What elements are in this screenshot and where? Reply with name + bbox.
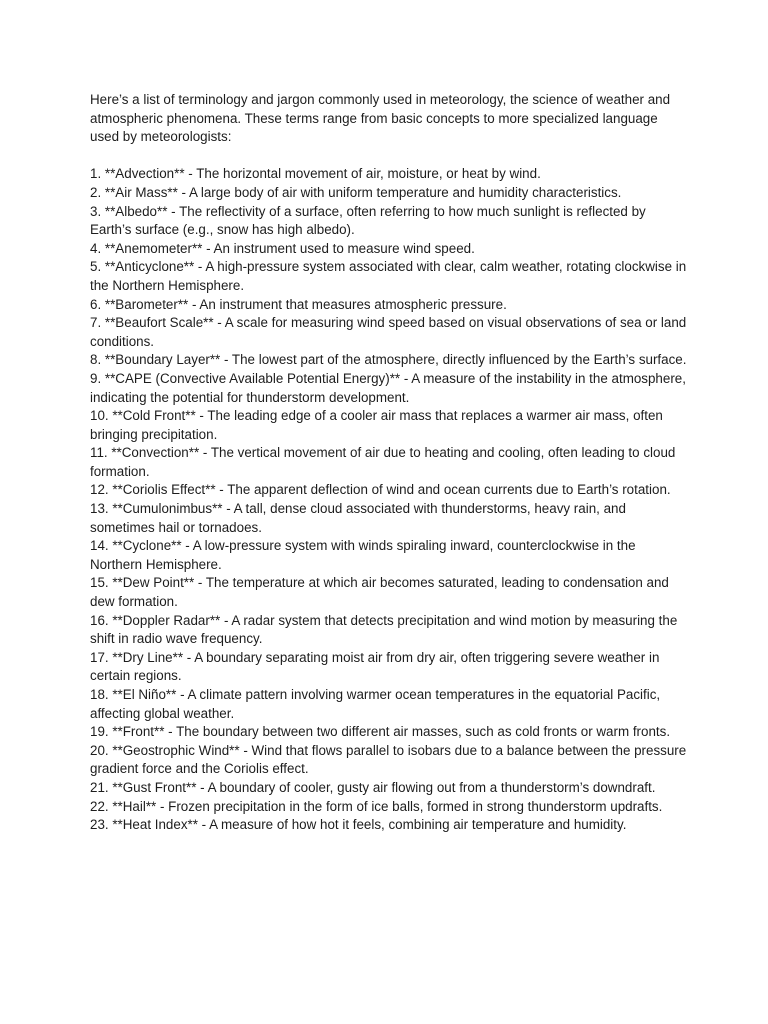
list-item: 8. **Boundary Layer** - The lowest part of the atmosphere, directly influenced by the Earth’s surface. <box>90 352 687 368</box>
list-item: 23. **Heat Index** - A measure of how hot it feels, combining air temperature and humidity. <box>90 817 627 833</box>
terminology-list <box>90 165 690 834</box>
list-item: 5. **Anticyclone** - A high-pressure system associated with clear, calm weather, rotating clockwise in the Northern Hemisphere. <box>90 259 687 293</box>
list-item: 4. **Anemometer** - An instrument used to measure wind speed. <box>90 240 475 256</box>
list-item: 19. **Front** - The boundary between two different air masses, such as cold fronts or warm fronts. <box>90 724 671 740</box>
intro-paragraph: Here’s a list of terminology and jargon commonly used in meteorology, the science of weather and atmospheric phenomena. These terms range from basic concepts to more specialized language used by meteorologists: <box>90 92 671 145</box>
list-item: 3. **Albedo** - The reflectivity of a surface, often referring to how much sunlight is reflected by Earth’s surface (e.g., snow has high albedo). <box>90 203 646 238</box>
document-page <box>90 91 690 835</box>
list-item: 14. **Cyclone** - A low-pressure system with winds spiraling inward, counterclockwise in the Northern Hemisphere. <box>90 538 636 572</box>
list-item: 11. **Convection** - The vertical movement of air due to heating and cooling, often leading to cloud formation. <box>90 445 676 479</box>
list-item: 9. **CAPE (Convective Available Potential Energy)** - A measure of the instability in the atmosphere, indicating the potential for thunderstorm development. <box>90 370 686 405</box>
list-item: 20. **Geostrophic Wind** - Wind that flows parallel to isobars due to a balance between the pressure gradient force and the Coriolis effect. <box>90 742 687 777</box>
list-item: 17. **Dry Line** - A boundary separating moist air from dry air, often triggering severe weather in certain regions. <box>90 649 660 684</box>
list-item: 10. **Cold Front** - The leading edge of a cooler air mass that replaces a warmer air mass, often bringing precipitation. <box>90 408 663 442</box>
list-item: 13. **Cumulonimbus** - A tall, dense cloud associated with thunderstorms, heavy rain, and sometimes hail or tornadoes. <box>90 501 626 535</box>
list-item: 15. **Dew Point** - The temperature at which air becomes saturated, leading to condensation and dew formation. <box>90 575 669 610</box>
list-item: 18. **El Niño** - A climate pattern involving warmer ocean temperatures in the equatorial Pacific, affecting global weather. <box>90 687 661 721</box>
list-item: 22. **Hail** - Frozen precipitation in the form of ice balls, formed in strong thunderstorm updrafts. <box>90 798 663 814</box>
list-item: 21. **Gust Front** - A boundary of cooler, gusty air flowing out from a thunderstorm’s downdraft. <box>90 779 656 795</box>
list-item: 7. **Beaufort Scale** - A scale for measuring wind speed based on visual observations of sea or land conditions. <box>90 315 687 349</box>
list-item: 2. **Air Mass** - A large body of air with uniform temperature and humidity characteristics. <box>90 184 622 200</box>
list-item: 12. **Coriolis Effect** - The apparent deflection of wind and ocean currents due to Earth’s rotation. <box>90 482 671 498</box>
list-item: 1. **Advection** - The horizontal movement of air, moisture, or heat by wind. <box>90 166 541 182</box>
list-item: 6. **Barometer** - An instrument that measures atmospheric pressure. <box>90 296 507 312</box>
list-item: 16. **Doppler Radar** - A radar system that detects precipitation and wind motion by measuring the shift in radio wave frequency. <box>90 612 678 647</box>
